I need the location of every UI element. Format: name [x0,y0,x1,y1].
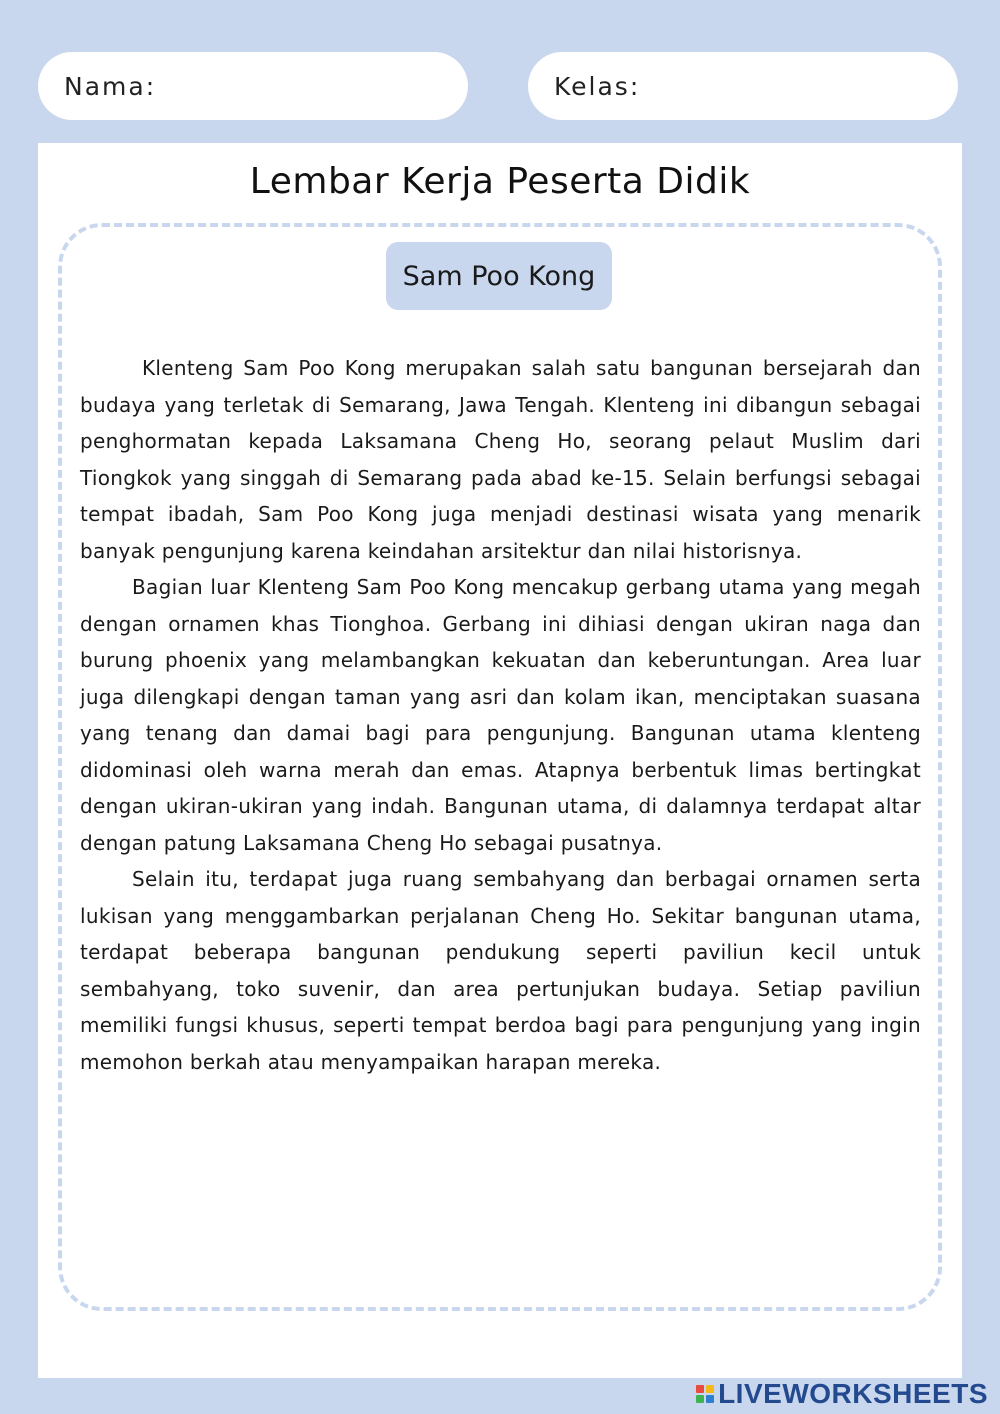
class-label: Kelas: [554,71,641,101]
liveworksheets-logo-icon [696,1385,714,1403]
paragraph: Bagian luar Klenteng Sam Poo Kong mencakup gerbang utama yang megah dengan ornamen khas Tionghoa. Gerbang ini dihiasi dengan ukiran naga dan burung phoenix yang melambangkan kekuatan dan keberuntungan. Area luar juga dilengkapi dengan taman yang asri dan kolam ikan, menciptakan suasana yang tenang dan damai bagi para pengunjung. Bangunan utama klenteng didominasi oleh warna merah dan emas. Atapnya berbentuk limas bertingkat dengan ukiran-ukiran yang indah. Bangunan utama, di dalamnya terdapat altar dengan patung Laksamana Cheng Ho sebagai pusatnya. [80,575,921,855]
name-label: Nama: [64,71,157,101]
logo-square-yellow [706,1385,714,1393]
worksheet-title: Lembar Kerja Peserta Didik [249,161,751,202]
name-field-container[interactable] [38,52,468,120]
brand-text: LIVEWORKSHEETS [718,1378,988,1409]
paragraph: Selain itu, terdapat juga ruang sembahyang dan berbagai ornamen serta lukisan yang menggambarkan perjalanan Cheng Ho. Sekitar bangunan utama, terdapat beberapa bangunan pendukung seperti paviliun kecil untuk sembahyang, toko suvenir, dan area pertunjukan budaya. Setiap paviliun memiliki fungsi khusus, seperti tempat berdoa bagi para pengunjung yang ingin memohon berkah atau menyampaikan harapan mereka. [80,867,921,1074]
section-title-badge [386,242,612,310]
logo-square-green [696,1395,704,1403]
worksheet-sheet [38,143,962,1378]
logo-square-red [696,1385,704,1393]
logo-square-blue [706,1395,714,1403]
class-field-container[interactable] [528,52,958,120]
paragraph: Klenteng Sam Poo Kong merupakan salah satu bangunan bersejarah dan budaya yang terletak di Semarang, Jawa Tengah. Klenteng ini dibangun sebagai penghormatan kepada Laksamana Cheng Ho, seorang pelaut Muslim dari Tiongkok yang singgah di Semarang pada abad ke-15. Selain berfungsi sebagai tempat ibadah, Sam Poo Kong juga menjadi destinasi wisata yang menarik banyak pengunjung karena keindahan arsitektur dan nilai historisnya. [80,356,921,563]
class-input[interactable] [648,65,936,107]
section-title: Sam Poo Kong [402,260,596,292]
name-input[interactable] [164,65,446,107]
reading-text [80,350,921,1080]
liveworksheets-brand [696,1378,988,1410]
